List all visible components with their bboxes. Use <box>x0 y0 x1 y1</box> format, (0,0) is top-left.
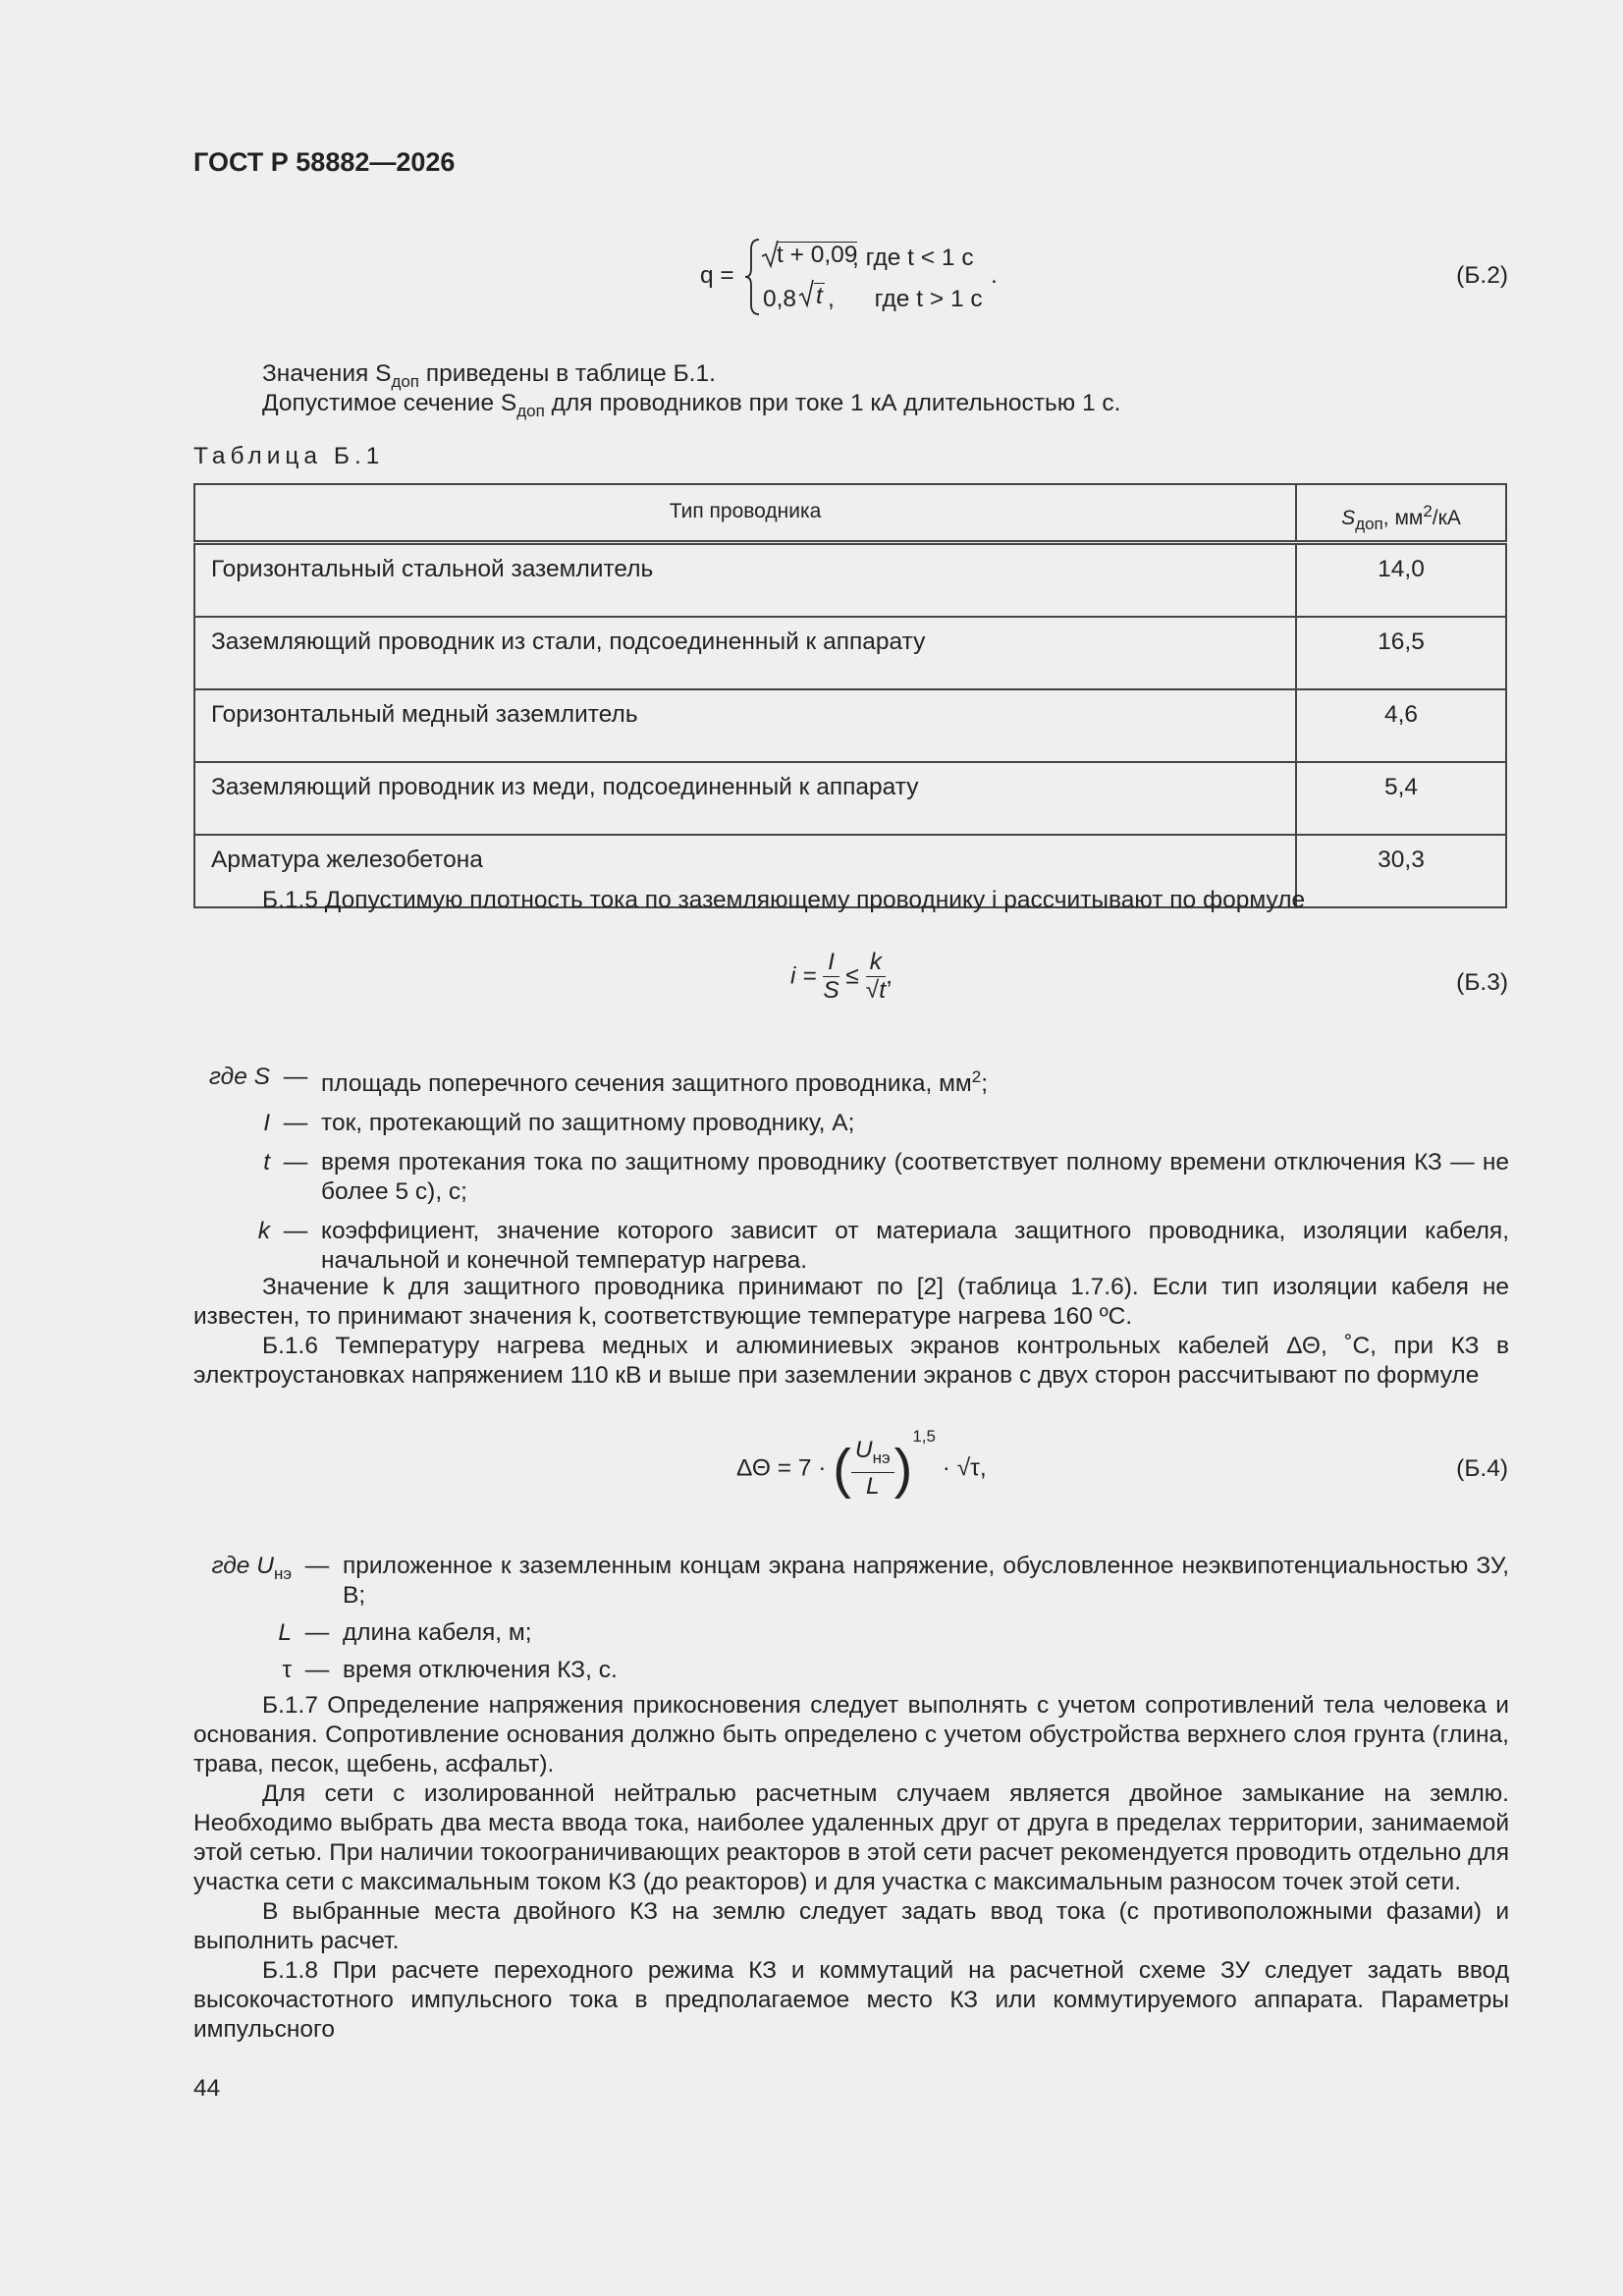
equation-b2-tail: . <box>991 262 998 289</box>
paragraph-s-values: Значения $S_{доп}$ приведены в таблице Б.1. <box>262 360 716 391</box>
document-header: ГОСТ Р 58882—2026 <box>193 147 456 177</box>
table-cell-name: Горизонтальный медный заземлитель <box>194 689 1296 762</box>
table-cell-name: Горизонтальный стальной заземлитель <box>194 543 1296 618</box>
table-cell-value: 14,0 <box>1296 543 1506 618</box>
table-cell-value: 30,3 <box>1296 835 1506 907</box>
table-header-row <box>194 484 1506 543</box>
equation-b2-line1-cond: , где t < 1 с <box>852 245 974 271</box>
brace-icon <box>743 238 763 316</box>
conductor-table <box>193 483 1507 908</box>
equation-number-b3: (Б.3) <box>1456 969 1508 996</box>
list-item: τ — время отключения КЗ, с. <box>282 1657 618 1683</box>
list-item: L — длина кабеля, м; <box>278 1619 532 1646</box>
equation-number-b2: (Б.2) <box>1456 262 1508 289</box>
paragraph-b16: Б.1.6 Температуру нагрева медных и алюминиевых экранов контрольных кабелей ΔΘ, ˚С, при КЗ в электроустановках напряжением 110 кВ и выше при заземлении экранов с двух сторон рассчитывают по формуле <box>193 1333 1509 1389</box>
table-cell-name: Заземляющий проводник из стали, подсоединенный к аппарату <box>194 617 1296 689</box>
paragraph-double-fault: В выбранные места двойного КЗ на землю следует задать ввод тока (с противоположными фазами) и выполнить расчет. <box>193 1898 1509 1954</box>
equation-b2-line2-t: t <box>816 283 823 309</box>
table-cell-value: 16,5 <box>1296 617 1506 689</box>
paragraph-isolated-neutral: Для сети с изолированной нейтралью расчетным случаем является двойное замыкание на землю. Необходимо выбрать два места ввода тока, наиболее удаленных друг от друга в пределах территории, занимаемой этой сетью. При наличии токоограничивающих реакторов в этой сети расчет рекомендуется проводить отдельно для участка сети с максимальным током КЗ (до реакторов) и для участка с максимальным разносом точек этой сети. <box>193 1780 1509 1895</box>
paragraph-b15: Б.1.5 Допустимую плотность тока по заземляющему проводнику i рассчитывают по формуле <box>262 887 1306 913</box>
page-number: 44 <box>193 2075 221 2102</box>
column-header-s: $S_{доп}$, $мм^2/кА$ <box>1296 484 1506 543</box>
table-row <box>194 762 1506 835</box>
list-item: где $U_{нэ}$ — приложенное к заземленным концам экрана напряжение, обусловленное неэквипотенциальностью ЗУ, В; <box>211 1553 1509 1609</box>
list-item: где S — площадь поперечного сечения защитного проводника, $мм^2$; <box>208 1064 989 1098</box>
equation-b2 <box>700 236 1014 318</box>
table-cell-name: Заземляющий проводник из меди, подсоединенный к аппарату <box>194 762 1296 835</box>
variable-list-b4 <box>193 1552 1509 1685</box>
variable-list-b3 <box>193 1063 1509 1285</box>
paragraph-s-allowed: Допустимое сечение $S_{доп}$ для проводников при токе 1 кА длительностью 1 с. <box>262 390 1121 420</box>
table-row <box>194 543 1506 618</box>
equation-b2-line1-expr: t + 0,09 <box>777 242 858 268</box>
column-header-type: Тип проводника <box>194 484 1296 543</box>
list-item: I — ток, протекающий по защитному проводнику, А; <box>263 1110 855 1137</box>
equation-b3: i = $\frac{I}{S}$ ≤ $\frac{k}{√t}$ , <box>790 949 893 1004</box>
table-row <box>194 689 1506 762</box>
sqrt-icon <box>798 279 814 308</box>
equation-b2-line2-expr: 0,8 <box>763 286 797 312</box>
equation-number-b4: (Б.4) <box>1456 1455 1508 1482</box>
paragraph-k-value: Значение k для защитного проводника принимают по [2] (таблица 1.7.6). Если тип изоляции кабеля не известен, то принимают значения k, соответствующие температуре нагрева 160 ºС. <box>193 1274 1509 1330</box>
table-row <box>194 617 1506 689</box>
list-item: k — коэффициент, значение которого зависит от материала защитного проводника, изоляции кабеля, начальной и конечной температур нагрева. <box>257 1218 1509 1275</box>
table-cell-value: 5,4 <box>1296 762 1506 835</box>
table-cell-value: 4,6 <box>1296 689 1506 762</box>
paragraph-b17: Б.1.7 Определение напряжения прикосновения следует выполнять с учетом сопротивлений тела человека и основания. Сопротивление основания должно быть определено с учетом обустройства верхнего слоя грунта (глина, трава, песок, щебень, асфальт). <box>193 1692 1509 1777</box>
list-item: t — время протекания тока по защитному проводнику (соответствует полному времени отключения КЗ — не более 5 с), с; <box>263 1149 1509 1206</box>
table-cell-name: Арматура железобетона <box>194 835 1296 907</box>
paragraph-b18: Б.1.8 При расчете переходного режима КЗ и коммутаций на расчетной схеме ЗУ следует задать ввод высокочастотного импульсного тока в предполагаемое место КЗ или коммутируемого аппарата. Параметры импульсного <box>193 1957 1509 2043</box>
equation-b2-lhs: q = <box>700 262 734 289</box>
equation-b2-line2-cond: , где t > 1 с <box>828 286 983 312</box>
equation-b4: ΔΘ = 7 · ( $\frac{U_{нэ}}{L}$ )$^{1,5}$ · √τ, <box>736 1427 987 1500</box>
table-title: Таблица Б.1 <box>193 443 385 469</box>
